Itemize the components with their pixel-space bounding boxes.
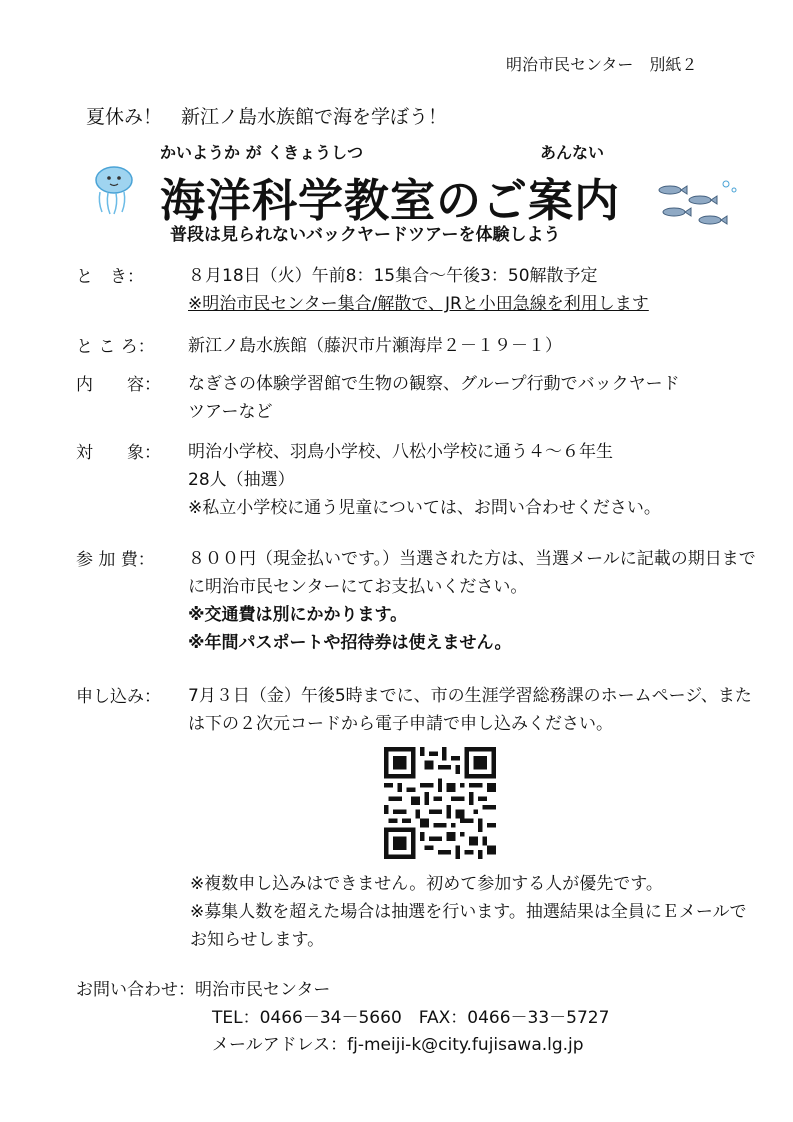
detail-fee bbox=[76, 545, 766, 665]
where-text: 新江ノ島水族館（藤沢市片瀬海岸２－１９－１） bbox=[188, 336, 562, 356]
contact-email[interactable]: メールアドレス：fj-meiji-k@city.fujisawa.lg.jp bbox=[212, 1035, 584, 1055]
fee-label: 参 加 費： bbox=[76, 550, 155, 570]
content-text: なぎさの体験学習館で生物の観察、グループ行動でバックヤードツアーなど bbox=[188, 374, 680, 422]
contact-phone-fax: TEL：0466－34－5660 FAX：0466－33－5727 bbox=[212, 1008, 610, 1028]
target-note: ※私立小学校に通う児童については、お問い合わせください。 bbox=[188, 498, 661, 518]
content-label: 内 容： bbox=[76, 375, 161, 395]
fish-icon bbox=[652, 178, 742, 228]
page-subtitle: 普段は見られないバックヤードツアーを体験しよう bbox=[170, 225, 561, 245]
tagline: 夏休み！ 新江ノ島水族館で海を学ぼう！ bbox=[86, 106, 448, 128]
page-title: 海洋科学教室のご案内 bbox=[160, 174, 621, 227]
detail-apply bbox=[76, 682, 766, 742]
detail-content bbox=[76, 370, 766, 430]
qr-code-image[interactable] bbox=[381, 747, 499, 859]
note-lottery: ※募集人数を超えた場合は抽選を行います。抽選結果は全員にＥメールでお知らせします。 bbox=[190, 902, 747, 950]
header-label: 明治市民センター 別紙２ bbox=[506, 55, 698, 74]
when-label: と き： bbox=[76, 267, 144, 287]
detail-target bbox=[76, 438, 766, 530]
when-note: ※明治市民センター集合/解散で、JRと小田急線を利用します bbox=[188, 294, 649, 314]
detail-when bbox=[76, 262, 766, 322]
application-notes bbox=[190, 870, 750, 954]
fee-text: ８００円（現金払いです。）当選された方は、当選メールに記載の期日までに明治市民センターにてお支払いください。 ※交通費は別にかかります。 ※年間パスポートや招待券は使えません。 bbox=[188, 545, 758, 657]
title-ruby-left: かいようか が くきょうしつ bbox=[160, 143, 364, 162]
apply-label: 申し込み： bbox=[76, 687, 161, 707]
fee-note-transport: ※交通費は別にかかります。 bbox=[188, 605, 408, 625]
jellyfish-icon bbox=[84, 160, 140, 216]
contact-info bbox=[212, 1005, 609, 1059]
detail-where bbox=[76, 332, 766, 362]
when-text: ８月18日（火）午前8：15集合～午後3：50解散予定 ※明治市民センター集合/解散で、JRと小田急線を利用します bbox=[188, 262, 758, 318]
contact-label: お問い合わせ：明治市民センター bbox=[76, 980, 331, 1000]
note-duplicate: ※複数申し込みはできません。初めて参加する人が優先です。 bbox=[190, 874, 663, 894]
target-text: 明治小学校、羽鳥小学校、八松小学校に通う４～６年生 28人（抽選） ※私立小学校に通う児童については、お問い合わせください。 bbox=[188, 438, 758, 522]
title-ruby-right: あんない bbox=[540, 143, 605, 162]
apply-text: 7月３日（金）午後5時までに、市の生涯学習総務課のホームページ、または下の２次元コードから電子申請で申し込みください。 bbox=[188, 686, 752, 734]
where-label: と こ ろ： bbox=[76, 337, 155, 357]
target-label: 対 象： bbox=[76, 443, 161, 463]
fee-note-passport: ※年間パスポートや招待券は使えません。 bbox=[188, 633, 512, 653]
